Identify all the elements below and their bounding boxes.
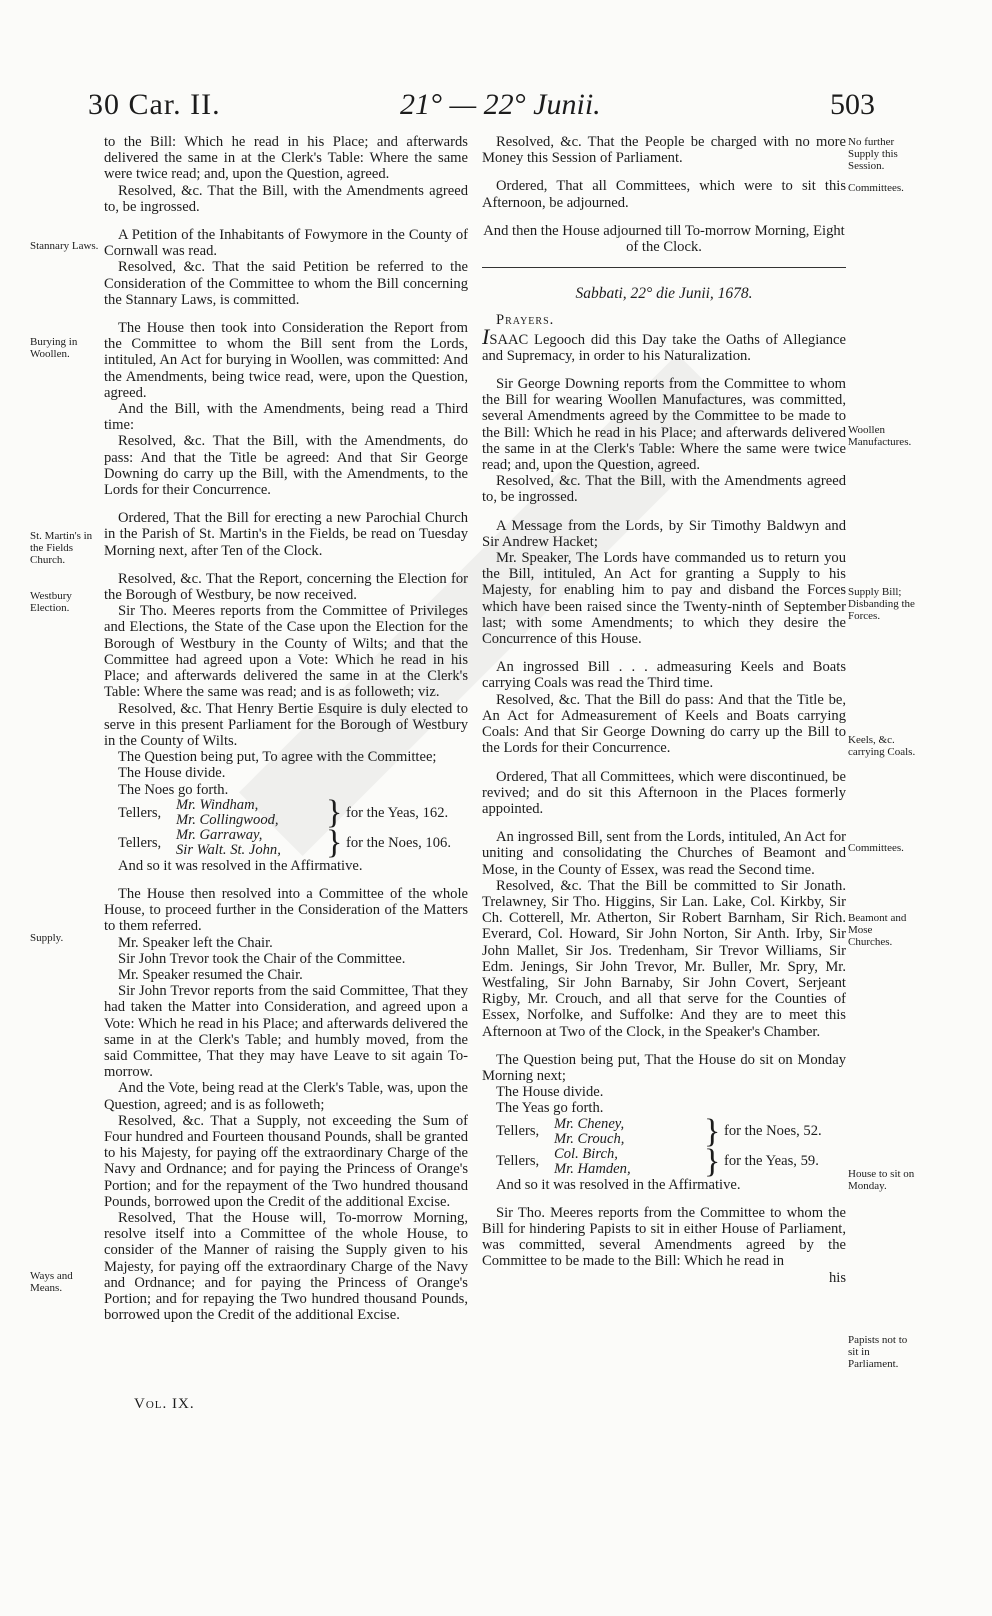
- teller-name: Mr. Garraway,: [176, 826, 263, 843]
- paragraph: The Noes go forth.: [118, 781, 229, 798]
- paragraph: Sir John Trevor took the Chair of the Committee.: [118, 950, 406, 967]
- paragraph: Resolved, &c. That the Bill, with the Amendments agreed to, be ingrossed.: [482, 473, 846, 506]
- tellers-label: Tellers,: [496, 1153, 540, 1170]
- margin-note: Committees.: [848, 182, 904, 194]
- paragraph: Resolved, &c. That the Bill be committed to Sir Jonath. Trelawney, Sir Tho. Higgins, Sir Lan. Lake, Col. Kirkby, Sir Ch. Cotterell, Mr. Atherton, Sir Robert Barnham, Sir Rich. Everard, Col. Howard, Sir John Norton, Sir Anth. Irby, Sir John Mallet, Sir Jos. Tredenham, Sir Trevor Williams, Sir Edm. Jenings, Sir John Trevor, Mr. Buller, Mr. Spry, Mr. Westfaling, Sir John Barnaby, Sir John Covert, Serjeant Rigby, Mr. Crouch, and all that serve for the Counties of Essex, Norfolke, and Suffolke: And they are to meet this Afternoon at Two of the Clock, in the Speaker's Chamber.: [482, 877, 846, 1040]
- paragraph: And so it was resolved in the Affirmative.: [496, 1176, 741, 1193]
- paragraph: The House divide.: [496, 1084, 604, 1101]
- margin-note: Keels, &c. carrying Coals.: [848, 734, 916, 758]
- paragraph: An ingrossed Bill, sent from the Lords, intituled, An Act for uniting and consolidating the Churches of Beamont and Mose, in the County of Essex, was read the Second time.: [482, 829, 846, 878]
- paragraph: Resolved, &c. That Henry Bertie Esquire is duly elected to serve in this present Parliament for the Borough of Westbury in the County of Wilts.: [104, 700, 468, 749]
- margin-note: Ways and Means.: [30, 1270, 73, 1294]
- margin-note: Westbury Election.: [30, 590, 72, 614]
- paragraph: Resolved, &c. That the Bill do pass: And that the Title be, An Act for Admeasurement of Keels and Boats carrying Coals: And that Sir George Downing do carry up the Bill to the Lords for their Concurrence.: [482, 691, 846, 757]
- margin-note: No further Supply this Session.: [848, 136, 898, 172]
- page-number: 503: [830, 88, 875, 121]
- paragraph: The House divide.: [118, 765, 226, 782]
- paragraph: And so it was resolved in the Affirmative.: [118, 857, 363, 874]
- paragraph: Mr. Speaker resumed the Chair.: [118, 966, 303, 983]
- margin-note: Woollen Manufactures.: [848, 424, 912, 448]
- margin-note: Supply Bill; Disbanding the Forces.: [848, 586, 915, 622]
- paragraph: Mr. Speaker, The Lords have commanded us to return you the Bill, intituled, An Act for granting a Supply to his Majesty, for enabling him to pay and disband the Forces which have been raised since the Twenty-ninth of September last; with some Amendments; to which they desire the Concurrence of this House.: [482, 550, 846, 648]
- teller-name: Mr. Collingwood,: [176, 811, 279, 828]
- paragraph: to the Bill: Which he read in his Place; and afterwards delivered the same in at the Clerk's Table: Where the same were twice read; and, upon the Question, agreed.: [104, 134, 468, 183]
- paragraph: Resolved, &c. That the Bill, with the Amendments, do pass: And that the Title be agreed: And that Sir George Downing do carry up the Bill, with the Amendments, to the Lords for their Concurrence.: [104, 433, 468, 499]
- paragraph: A Petition of the Inhabitants of Fowymore in the County of Cornwall was read.: [104, 227, 468, 260]
- prayers-heading: Prayers.: [496, 312, 555, 329]
- teller-name: Col. Birch,: [554, 1145, 618, 1162]
- margin-note: St. Martin's in the Fields Church.: [30, 530, 93, 566]
- teller-name: Mr. Windham,: [176, 796, 259, 813]
- paragraph: Mr. Speaker left the Chair.: [118, 934, 273, 951]
- catchword: his: [828, 1269, 846, 1286]
- sitting-date: Sabbati, 22° die Junii, 1678.: [575, 285, 753, 303]
- margin-note: Burying in Woollen.: [30, 336, 78, 360]
- tellers-label: Tellers,: [496, 1123, 540, 1140]
- section-divider: [482, 267, 846, 268]
- tellers-label: Tellers,: [118, 834, 162, 851]
- paragraph: Sir Tho. Meeres reports from the Committee to whom the Bill for hindering Papists to sit in either House of Parliament, was committed, several Amendments agreed by the Committee to be made to the Bill: Which he read in: [482, 1204, 846, 1270]
- margin-note: Papists not to sit in Parliament.: [848, 1334, 908, 1370]
- paragraph: An ingrossed Bill . . . admeasuring Keels and Boats carrying Coals was read the Third time.: [482, 659, 846, 692]
- tellers-division: Tellers, Col. Birch, Mr. Hamden, } for the Yeas, 59.: [496, 1147, 846, 1177]
- left-column: [104, 134, 468, 1323]
- right-column: [482, 134, 846, 1286]
- drop-cap: I: [482, 323, 490, 349]
- tellers-result: for the Noes, 52.: [724, 1123, 822, 1140]
- paragraph: Sir George Downing reports from the Committee to whom the Bill for wearing Woollen Manufactures, was committed, several Amendments agreed by the Committee to be made to the Bill: Which he read in his Place; and afterwards delivered the same in at the Clerk's Table: Where the same were twice read; and, upon the Question, agreed.: [482, 376, 846, 474]
- paragraph: [482, 323, 846, 364]
- tellers-result: for the Yeas, 162.: [346, 804, 449, 821]
- margin-note: Committees.: [848, 842, 904, 854]
- teller-name: Mr. Crouch,: [554, 1130, 625, 1147]
- tellers-label: Tellers,: [118, 804, 162, 821]
- paragraph: Ordered, That the Bill for erecting a new Parochial Church in the Parish of St. Martin's in the Fields, be read on Tuesday Morning next, after Ten of the Clock.: [104, 510, 468, 559]
- paragraph: Ordered, That all Committees, which were discontinued, be revived; and do sit this Afternoon in the Places formerly appointed.: [482, 768, 846, 817]
- teller-name: Mr. Hamden,: [554, 1160, 631, 1177]
- paragraph: The House then resolved into a Committee of the whole House, to proceed further in the Consideration of the Matters to them referred.: [104, 885, 468, 935]
- header-regnal-year: 30 Car. II.: [88, 88, 221, 121]
- tellers-division: Tellers, Mr. Cheney, Mr. Crouch, } for the Noes, 52.: [496, 1117, 846, 1147]
- paragraph: The Question being put, To agree with the Committee;: [118, 749, 437, 766]
- teller-name: Sir Walt. St. John,: [176, 841, 281, 858]
- paragraph: Resolved, &c. That the said Petition be referred to the Consideration of the Committee to whom the Bill concerning the Stannary Laws, is committed.: [104, 259, 468, 308]
- margin-note: House to sit on Monday.: [848, 1168, 915, 1192]
- paragraph: And the Vote, being read at the Clerk's Table, was, upon the Question, agreed; and is as followeth;: [104, 1080, 468, 1113]
- teller-name: Mr. Cheney,: [554, 1115, 625, 1132]
- paragraph: Ordered, That all Committees, which were to sit this Afternoon, be adjourned.: [482, 178, 846, 211]
- tellers-division: Tellers, Mr. Garraway, Sir Walt. St. John, } for the Noes, 106.: [118, 828, 468, 858]
- margin-note: Beamont and Mose Churches.: [848, 912, 907, 948]
- tellers-result: for the Noes, 106.: [346, 834, 451, 851]
- tellers-result: for the Yeas, 59.: [724, 1153, 819, 1170]
- paragraph: A Message from the Lords, by Sir Timothy Baldwyn and Sir Andrew Hacket;: [482, 517, 846, 550]
- paragraph: Sir John Trevor reports from the said Committee, That they had taken the Matter into Consideration, and agreed upon a Vote: Which he read in his Place; and afterwards delivered the same in at the Clerk's Table; and humbly moved, from the said Committee, That they may have Leave to sit again To-morrow.: [104, 983, 468, 1081]
- paragraph-text: SAAC Legooch did this Day take the Oaths of Allegiance and Supremacy, in order to his Naturalization.: [482, 331, 846, 364]
- header-date: 21° — 22° Junii.: [400, 88, 601, 121]
- paragraph: The House then took into Consideration the Report from the Committee to whom the Bill sent from the Lords, intituled, An Act for burying in Woollen, was committed: And the Amendments, being twice read, were, upon the Question, agreed.: [104, 320, 468, 401]
- paragraph: The Question being put, That the House do sit on Monday Morning next;: [482, 1051, 846, 1084]
- volume-footer: Vol. IX.: [134, 1396, 195, 1412]
- paragraph: Resolved, &c. That a Supply, not exceeding the Sum of Four hundred and Fourteen thousand Pounds, shall be granted to his Majesty, for paying off the extraordinary Charge of the Navy and Ordnance; and for paying the Princess of Orange's Portion; and for the repayment of the Two hundred thousand Pounds, borrowed upon the Credit of the additional Excise.: [104, 1112, 468, 1210]
- paragraph: And then the House adjourned till To-morrow Morning, Eight of the Clock.: [483, 222, 845, 256]
- paragraph: And the Bill, with the Amendments, being read a Third time:: [104, 401, 468, 434]
- paragraph: Sir Tho. Meeres reports from the Committee of Privileges and Elections, the State of the Case upon the Election for the Borough of Westbury in the County of Wilts; and that the Committee had agreed upon a Vote: Which he read in his Place; and afterwards delivered the same in at the Clerk's Table: Where the same was read; and is as followeth; viz.: [104, 603, 468, 701]
- paragraph: The Yeas go forth.: [496, 1100, 604, 1117]
- paragraph: Resolved, That the House will, To-morrow Morning, resolve itself into a Committee of the whole House, to consider of the Manner of raising the Supply given to his Majesty, for paying off the extraordinary Charge of the Navy and Ordnance; and for paying the Princess of Orange's Portion; and for repaying the Two hundred thousand Pounds, borrowed upon the Credit of the additional Excise.: [104, 1209, 468, 1324]
- paragraph: Resolved, &c. That the Report, concerning the Election for the Borough of Westbury, be now received.: [104, 570, 468, 604]
- tellers-division: Tellers, Mr. Windham, Mr. Collingwood, } for the Yeas, 162.: [118, 798, 468, 828]
- margin-note: Supply.: [30, 932, 64, 944]
- paragraph: Resolved, &c. That the People be charged with no more Money this Session of Parliament.: [482, 134, 846, 167]
- paragraph: Resolved, &c. That the Bill, with the Amendments agreed to, be ingrossed.: [104, 182, 468, 215]
- margin-note: Stannary Laws.: [30, 240, 99, 252]
